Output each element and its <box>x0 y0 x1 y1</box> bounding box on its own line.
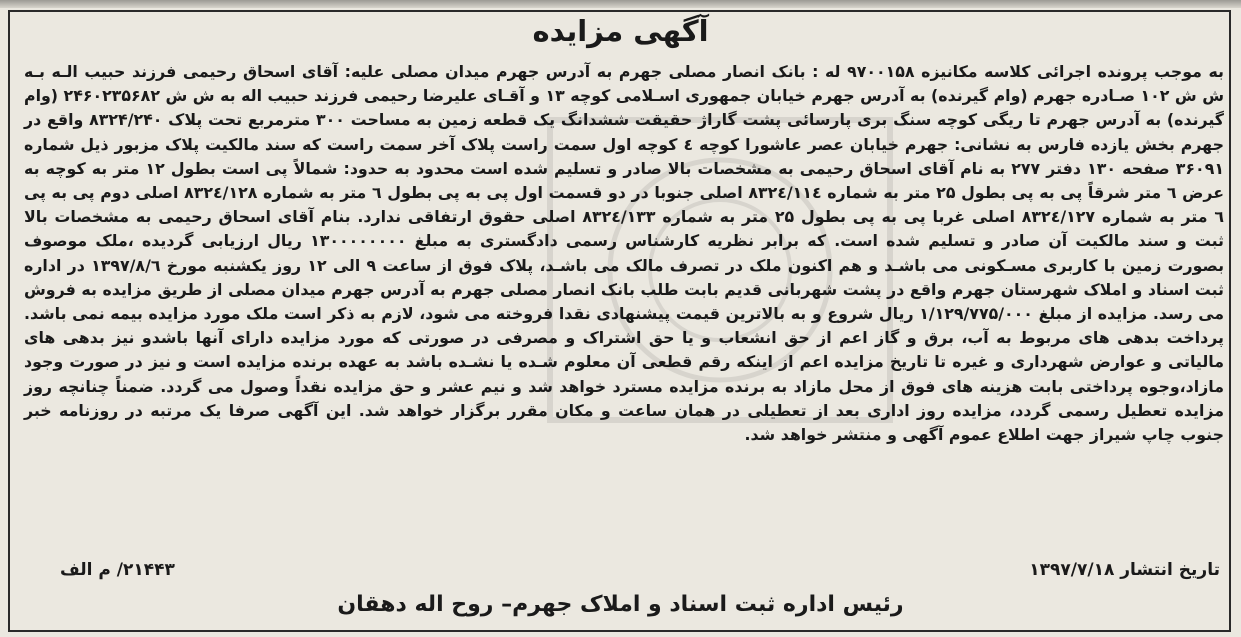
notice-body: به موجب پرونده اجرائی کلاسه مکانیزه ۹۷۰۰۱۵۸ له : بانک انصار مصلی جهرم به آدرس جهرم میدان مصلی علیه: آقای اسحاق رحیمی فرزند حبیب الـه بـه ش ش ۱۰۲ صـادره جهرم (وام گیرنده) به آدرس جهرم خیابان جمهوری اسـلامی کوچه ۱۳ و آقـای علیرضا رحیمی فرزند حبیب اله به ش ش ۲۴۶۰۲۳۵۶۸۲ (وام گیرنده) به آدرس جهرم تا ریگی کوچه سنگ بری پارسائی پشت گاراژ حقیقت ششدانگ یک قطعه زمین به مساحت ۳۰۰ مترمربع تحت پلاک ۸۳۲۴/۲۴۰ واقع در جهرم بخش یازده فارس به نشانی: جهرم خیابان عصر عاشورا کوچه ٤ کوچه اول سمت راست پلاک آخر سمت راست که سند مالکیت پلاک مزبور ذیل شماره ۳۶۰۹۱ صفحه ۱۳۰ دفتر ۲۷۷ به نام آقای اسحاق رحیمی به مشخصات بالا صادر و تسلیم شده است محدود به حدود: شمالاً پی است بطول ۱۲ متر به کوچه به عرض ٦ متر شرقاً پی به پی بطول ۲۵ متر به شماره ۸۳۲٤/۱۱٤ اصلی جنوبا در دو قسمت اول پی به پی بطول ٦ متر به شماره ۸۳۲٤/۱۲۸ اصلی دوم پی به پی ٦ متر به شماره ۸۳۲٤/۱۲۷ اصلی غربا پی به پی بطول ۲۵ متر به شماره ۸۳۲٤/۱۳۳ اصلی حقوق ارتفاقی ندارد. بنام آقای اسحاق رحیمی به مشخصات بالا ثبت و سند مالکیت آن صادر و تسلیم شده است. که برابر نظریه کارشناس رسمی دادگستری به مبلغ ۱۳۰۰۰۰۰۰۰۰ ریال ارزیابی گردیده ،ملک موصوف بصورت زمین با کاربری مسـکونی می باشـد و هم اکنون ملک در تصرف مالک می باشـد، پلاک فوق از ساعت ۹ الی ۱۲ روز یکشنبه مورخ ۱۳۹۷/۸/٦ در اداره ثبت اسناد و املاک شهرستان جهرم واقع در پشت شهربانی قدیم بابت طلب بانک انصار مصلی جهرم به آدرس جهرم میدان مصلی از طریق مزایده به فروش می رسد. مزایده از مبلغ ۱/۱۲۹/۷۷۵/۰۰۰ ریال شروع و به بالاترین قیمت پیشنهادی نقدا فروخته می شود، لازم به ذکر است ملک مورد مزایده بیمه نمی باشد. پرداخت بدهی های مربوط به آب، برق و گاز اعم از حق انشعاب و یا حق اشتراک و مصرفی در صورتی که مورد مزایده دارای آنها باشدو نیز بدهی های مالیاتی و عوارض شهرداری و غیره تا تاریخ مزایده اعم از اینکه رقم قطعی آن معلوم شـده یا نشـده باشد به عهده برنده مزایده است و نیز در صورت وجود مازاد،وجوه پرداختی بابت هزینه های فوق از محل مازاد به برنده مزایده مسترد خواهد شد و نیم عشر و حق مزایده نقداً وصول می گردد. ضمناً چنانچه روز مزایده تعطیل رسمی گردد، مزایده روز اداری بعد از تعطیلی در همان ساعت و مکان مقرر برگزار خواهد شد. این آگهی صرفا یک مرتبه در روزنامه خبر جنوب چاپ شیراز جهت اطلاع عموم آگهی و منتشر خواهد شد. <box>24 62 1225 445</box>
signature-line: رئیس اداره ثبت اسناد و املاک جهرم– روح اله دهقان <box>337 592 904 617</box>
reference-code: ۲۱۴۴۳/ م الف <box>60 560 175 580</box>
publish-date: تاریخ انتشار ۱۳۹۷/۷/۱۸ <box>1029 560 1220 580</box>
notice-title: آگهی مزایده <box>532 14 709 48</box>
top-strip <box>0 0 1241 8</box>
publication-info <box>20 560 1220 588</box>
